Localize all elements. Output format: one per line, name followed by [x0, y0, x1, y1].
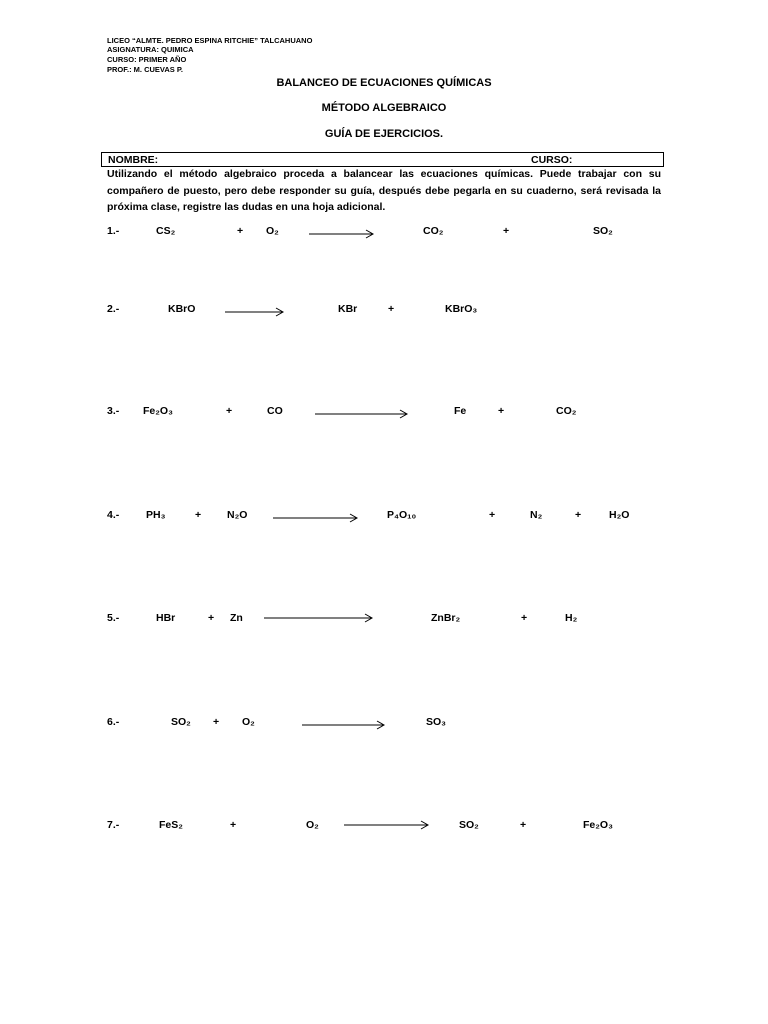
product: KBr: [338, 303, 358, 315]
product: H₂: [565, 612, 578, 624]
reaction-arrow-icon: [315, 408, 409, 420]
product: P₄O₁₀: [387, 509, 417, 521]
reaction-arrow-icon: [264, 612, 374, 624]
reaction-arrow-icon: [302, 719, 386, 731]
plus-sign: +: [521, 612, 528, 624]
plus-sign: +: [388, 303, 395, 315]
equation-row: [0, 819, 768, 839]
equation-row: [0, 716, 768, 736]
equation-row: [0, 225, 768, 245]
product: SO₂: [593, 225, 613, 237]
reactant: KBrO: [168, 303, 196, 315]
teacher-line: PROF.: M. CUEVAS P.: [107, 65, 183, 74]
method-title: MÉTODO ALGEBRAICO: [321, 102, 447, 114]
reactant: Fe₂O₃: [143, 405, 173, 417]
reactant: CO: [267, 405, 283, 417]
reaction-arrow-icon: [273, 512, 359, 524]
reactant: SO₂: [171, 716, 191, 728]
plus-sign: +: [520, 819, 527, 831]
equation-number: 5.-: [107, 612, 120, 624]
plus-sign: +: [503, 225, 510, 237]
plus-sign: +: [213, 716, 220, 728]
course-label: CURSO:: [531, 154, 573, 166]
reaction-arrow-icon: [225, 306, 285, 318]
product: Fe₂O₃: [583, 819, 613, 831]
reactant: O₂: [242, 716, 255, 728]
equation-row: [0, 303, 768, 323]
reaction-arrow-icon: [309, 228, 375, 240]
reactant: O₂: [266, 225, 279, 237]
equation-row: [0, 509, 768, 529]
product: Fe: [454, 405, 467, 417]
product: SO₃: [426, 716, 447, 728]
reactant: Zn: [230, 612, 243, 624]
equation-row: [0, 612, 768, 632]
product: H₂O: [609, 509, 630, 521]
name-course-box[interactable]: [101, 152, 664, 167]
plus-sign: +: [575, 509, 582, 521]
equation-number: 1.-: [107, 225, 120, 237]
equation-number: 7.-: [107, 819, 120, 831]
school-name: LICEO “ALMTE. PEDRO ESPINA RITCHIE” TALCAHUANO: [107, 36, 313, 45]
product: KBrO₃: [445, 303, 478, 315]
name-label: NOMBRE:: [108, 154, 159, 166]
plus-sign: +: [489, 509, 496, 521]
reactant: HBr: [156, 612, 176, 624]
equation-row: [0, 405, 768, 425]
reaction-arrow-icon: [344, 819, 430, 831]
product: SO₂: [459, 819, 479, 831]
equation-number: 4.-: [107, 509, 120, 521]
product: ZnBr₂: [431, 612, 461, 624]
plus-sign: +: [498, 405, 505, 417]
plus-sign: +: [237, 225, 244, 237]
product: N₂: [530, 509, 543, 521]
plus-sign: +: [230, 819, 237, 831]
course-line: CURSO: PRIMER AÑO: [107, 55, 187, 64]
reactant: N₂O: [227, 509, 248, 521]
equation-number: 2.-: [107, 303, 120, 315]
reactant: CS₂: [156, 225, 176, 237]
product: CO₂: [556, 405, 577, 417]
product: CO₂: [423, 225, 444, 237]
equation-number: 3.-: [107, 405, 120, 417]
guide-title: GUÍA DE EJERCICIOS.: [324, 128, 444, 140]
plus-sign: +: [208, 612, 215, 624]
subject-line: ASIGNATURA: QUIMICA: [107, 45, 194, 54]
plus-sign: +: [226, 405, 233, 417]
reactant: FeS₂: [159, 819, 183, 831]
reactant: PH₃: [146, 509, 166, 521]
worksheet-title: BALANCEO DE ECUACIONES QUÍMICAS: [276, 77, 492, 89]
reactant: O₂: [306, 819, 319, 831]
equation-number: 6.-: [107, 716, 120, 728]
instructions-paragraph: Utilizando el método algebraico proceda a balancear las ecuaciones químicas. Puede trabajar con su compañero de puesto, pero debe responder su guía, después debe pegarla en su cuaderno, será revisada la próxima clase, registre las dudas en una hoja adicional.: [107, 168, 661, 213]
plus-sign: +: [195, 509, 202, 521]
